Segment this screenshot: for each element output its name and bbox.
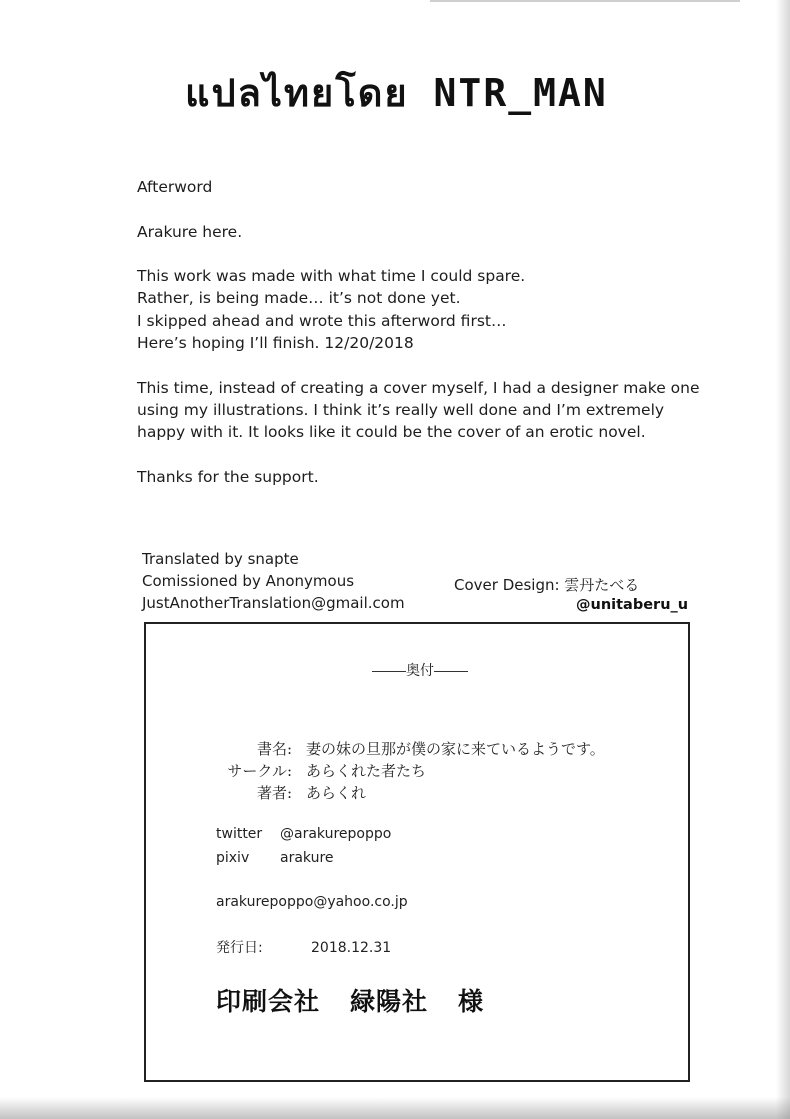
afterword-line: This work was made with what time I could spare. (137, 267, 526, 286)
cover-designer-handle: @unitaberu_u (576, 597, 689, 613)
circle-label: サークル: (227, 762, 292, 780)
colophon-title: 奥付 (372, 660, 468, 680)
cover-design-credit: Cover Design: 雲丹たべる (454, 576, 640, 594)
translated-by: Translated by snapte (142, 550, 299, 568)
translator-email: JustAnotherTranslation@gmail.com (142, 594, 405, 612)
afterword-closing: Thanks for the support. (137, 467, 319, 486)
printer-company-name: 緑陽社 (350, 987, 429, 1016)
twitter-row (216, 826, 391, 842)
publish-date-value: 2018.12.31 (311, 940, 392, 956)
afterword-line: Here’s hoping I’ll finish. 12/20/2018 (137, 334, 414, 353)
publish-date-row (216, 937, 391, 957)
book-title-row (216, 738, 605, 759)
afterword-heading: Afterword (137, 178, 213, 196)
afterword-line: happy with it. It looks like it could be the cover of an erotic novel. (137, 423, 646, 442)
printer-line (216, 982, 514, 1018)
translator-header: แปลไทยโดย NTR_MAN (185, 71, 608, 115)
twitter-handle: @arakurepoppo (280, 826, 392, 842)
colophon-box (144, 622, 690, 1082)
translation-credits (142, 548, 442, 614)
commissioned-by: Comissioned by Anonymous (142, 572, 355, 590)
pixiv-label: pixiv (216, 850, 250, 866)
afterword-line: This time, instead of creating a cover myself, I had a designer make one (137, 378, 700, 397)
book-title-label: 書名: (256, 740, 292, 758)
afterword-section (137, 176, 717, 488)
page-edge-shadow (776, 0, 790, 1119)
afterword-line: Rather, is being made… it’s not done yet. (137, 289, 461, 308)
page-bottom-shadow (0, 1097, 790, 1119)
author-value: あらくれ (306, 784, 367, 802)
author-row (216, 782, 366, 803)
circle-value: あらくれた者たち (306, 762, 427, 780)
printer-company-label: 印刷会社 (216, 987, 321, 1016)
pixiv-row (216, 850, 334, 866)
author-label: 著者: (256, 784, 292, 802)
afterword-line: I skipped ahead and wrote this afterword first… (137, 311, 507, 330)
circle-row (216, 760, 426, 781)
top-edge-line (430, 0, 740, 2)
twitter-label: twitter (216, 826, 263, 842)
book-title-value: 妻の妹の旦那が僕の家に来ているようです。 (306, 740, 605, 758)
pixiv-handle: arakure (280, 850, 334, 866)
author-email: arakurepoppo@yahoo.co.jp (216, 894, 408, 910)
afterword-line: using my illustrations. I think it’s really well done and I’m extremely (137, 400, 665, 419)
publish-date-label: 発行日: (216, 940, 263, 956)
afterword-intro: Arakure here. (137, 222, 243, 241)
printer-honorific: 様 (458, 987, 485, 1016)
